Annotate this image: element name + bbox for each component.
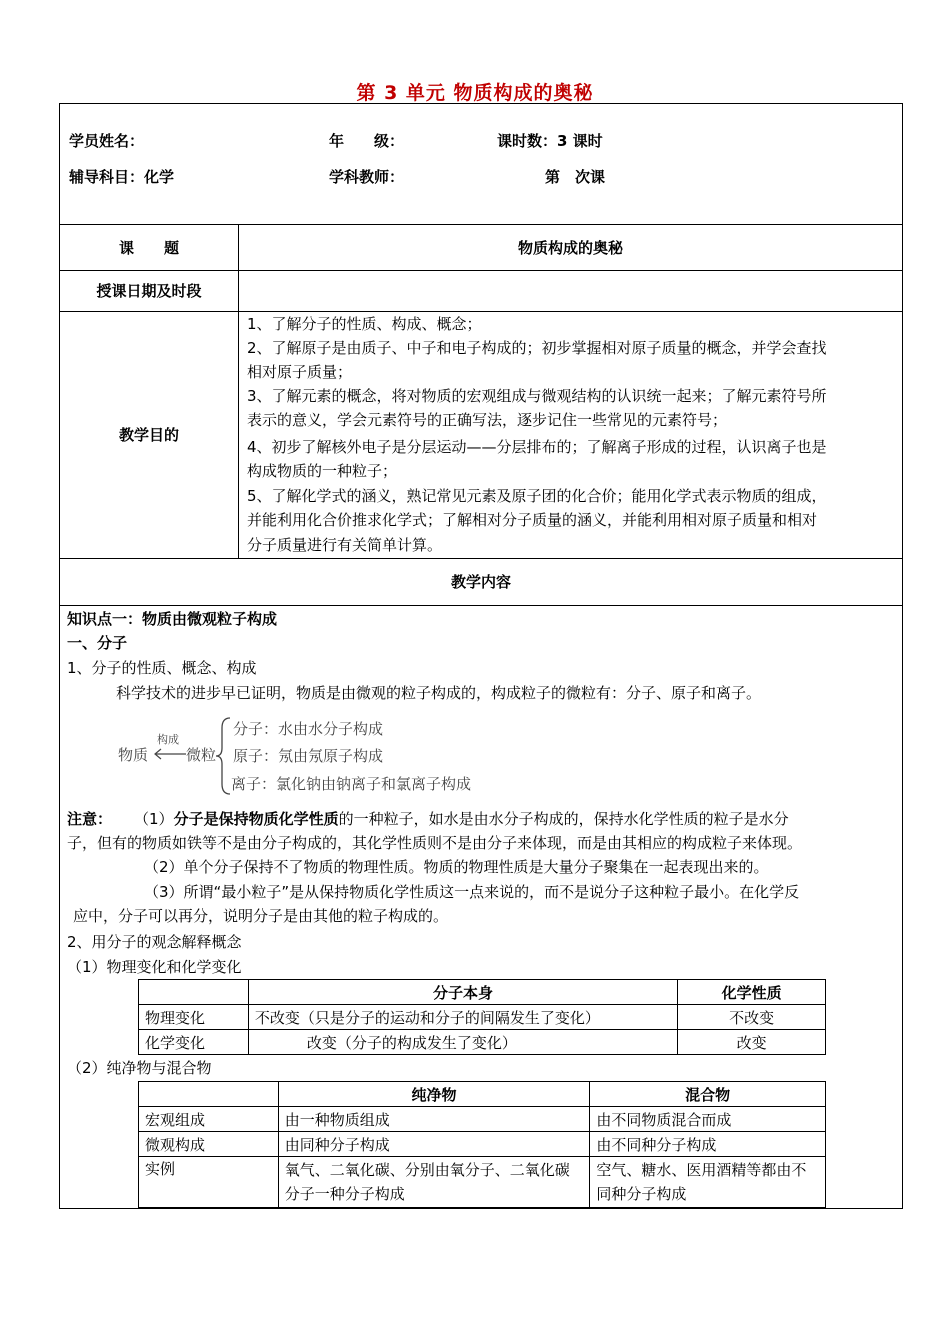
table-cell: 不改变	[678, 1005, 826, 1030]
diagram-item-ion: 离子：氯化钠由钠离子和氯离子构成	[231, 775, 472, 793]
table-cell: 微观构成	[139, 1132, 279, 1157]
pure-mixture-table	[138, 1081, 826, 1208]
table-header	[139, 1082, 279, 1107]
table-header	[139, 980, 249, 1005]
subject-label: 辅导科目：化学	[69, 168, 175, 186]
note-1-continued: 子，但有的物质如铁等不是由分子构成的，其化学性质则不是由分子来体现，而是由其相应的构成粒子来体现。	[67, 834, 803, 852]
divider	[59, 311, 903, 312]
divider	[59, 605, 903, 606]
diagram-item-atom: 原子：氖由氖原子构成	[233, 747, 384, 765]
table-header-row	[139, 1082, 826, 1107]
note-2: （2）单个分子保持不了物质的物理性质。物质的物理性质是大量分子聚集在一起表现出来的。	[144, 858, 769, 876]
lesson-number-label: 第 次课	[545, 168, 606, 186]
diagram-matter: 物质	[118, 746, 149, 764]
table-cell: 实例	[139, 1157, 279, 1208]
content-label: 教学内容	[450, 573, 511, 591]
hours-label: 课时数：3 课时	[497, 132, 603, 150]
goal-line: 2、了解原子是由质子、中子和电子构成的；初步掌握相对原子质量的概念，并学会查找	[247, 339, 827, 357]
note-1-text: 的一种粒子，如水是由水分子构成的，保持水化学性质的粒子是水分	[338, 810, 789, 828]
goal-line: 4、初步了解核外电子是分层运动——分层排布的；了解离子形成的过程，认识离子也是	[247, 438, 827, 456]
diagram-item-molecule: 分子：水由水分子构成	[233, 720, 384, 738]
goal-line: 分子质量进行有关简单计算。	[247, 536, 443, 554]
teacher-label: 学科教师：	[329, 168, 405, 186]
diagram-particles: 微粒	[186, 746, 217, 764]
note-label: 注意：	[67, 810, 113, 828]
table-header: 分子本身	[248, 980, 677, 1005]
table-cell: 由同种分子构成	[278, 1132, 590, 1157]
divider	[59, 224, 903, 225]
date-label: 授课日期及时段	[96, 282, 202, 300]
physical-chemical-change-table	[138, 979, 826, 1055]
table-cell: 改变	[678, 1030, 826, 1055]
note-1-emphasis: 分子是保持物质化学性质	[173, 810, 339, 828]
goal-line: 5、了解化学式的涵义，熟记常见元素及原子团的化合价；能用化学式表示物质的组成，	[247, 487, 827, 505]
table-cell: 氧气、二氧化碳、分别由氧分子、二氧化碳分子一种分子构成	[278, 1157, 590, 1208]
paragraph: 科学技术的进步早已证明，物质是由微观的粒子构成的，构成粒子的微粒有：分子、原子和离子。	[116, 684, 762, 702]
table-header: 混合物	[590, 1082, 826, 1107]
table-caption: （1）物理变化和化学变化	[67, 958, 242, 976]
table-header: 化学性质	[678, 980, 826, 1005]
table-cell: 由一种物质组成	[278, 1107, 590, 1132]
table-cell: 改变（分子的构成发生了变化）	[248, 1030, 677, 1055]
table-header-row	[139, 980, 826, 1005]
table-cell: 由不同物质混合而成	[590, 1107, 826, 1132]
goal-line: 相对原子质量；	[247, 363, 353, 381]
table-header: 纯净物	[278, 1082, 590, 1107]
goal-line: 1、了解分子的性质、构成、概念；	[247, 315, 482, 333]
page-title: 第 3 单元 物质构成的奥秘	[356, 82, 594, 104]
divider	[59, 558, 903, 559]
column-divider	[238, 224, 239, 558]
topic-label: 课 题	[118, 239, 179, 257]
student-name-label: 学员姓名：	[69, 132, 145, 150]
table-cell: 化学变化	[139, 1030, 249, 1055]
goal-line: 表示的意义，学会元素符号的正确写法，逐步记住一些常见的元素符号；	[247, 411, 728, 429]
subsection-heading: 2、用分子的观念解释概念	[67, 933, 242, 951]
table-cell: 空气、糖水、医用酒精等都由不同种分子构成	[590, 1157, 826, 1208]
subsection-heading: 1、分子的性质、概念、构成	[67, 659, 257, 677]
grade-label: 年 级：	[329, 132, 405, 150]
table-row	[139, 1132, 826, 1157]
table-row	[139, 1005, 826, 1030]
topic-value: 物质构成的奥秘	[517, 239, 623, 257]
note-1	[67, 809, 789, 829]
note-3: （3）所谓“最小粒子”是从保持物质化学性质这一点来说的，而不是说分子这种粒子最小。在化学反	[144, 883, 800, 901]
diagram-arrow-label: 构成	[157, 733, 179, 746]
table-caption: （2）纯净物与混合物	[67, 1059, 212, 1077]
divider	[59, 270, 903, 271]
goal-line: 构成物质的一种粒子；	[247, 462, 398, 480]
left-arrow-icon	[152, 744, 188, 760]
table-cell: 由不同种分子构成	[590, 1132, 826, 1157]
knowledge-point-heading: 知识点一：物质由微观粒子构成	[67, 610, 278, 628]
note-3-continued: 应中，分子可以再分，说明分子是由其他的粒子构成的。	[73, 907, 449, 925]
table-row	[139, 1107, 826, 1132]
table-cell: 物理变化	[139, 1005, 249, 1030]
goal-line: 3、了解元素的概念，将对物质的宏观组成与微观结构的认识统一起来；了解元素符号所	[247, 387, 827, 405]
note-1-prefix: （1）	[134, 810, 174, 828]
table-cell: 不改变（只是分子的运动和分子的间隔发生了变化）	[248, 1005, 677, 1030]
table-row	[139, 1030, 826, 1055]
goals-label: 教学目的	[118, 426, 179, 444]
table-cell: 宏观组成	[139, 1107, 279, 1132]
section-heading: 一、分子	[67, 634, 128, 652]
goal-line: 并能利用化合价推求化学式；了解相对分子质量的涵义，并能利用相对原子质量和相对	[247, 511, 818, 529]
table-row	[139, 1157, 826, 1208]
